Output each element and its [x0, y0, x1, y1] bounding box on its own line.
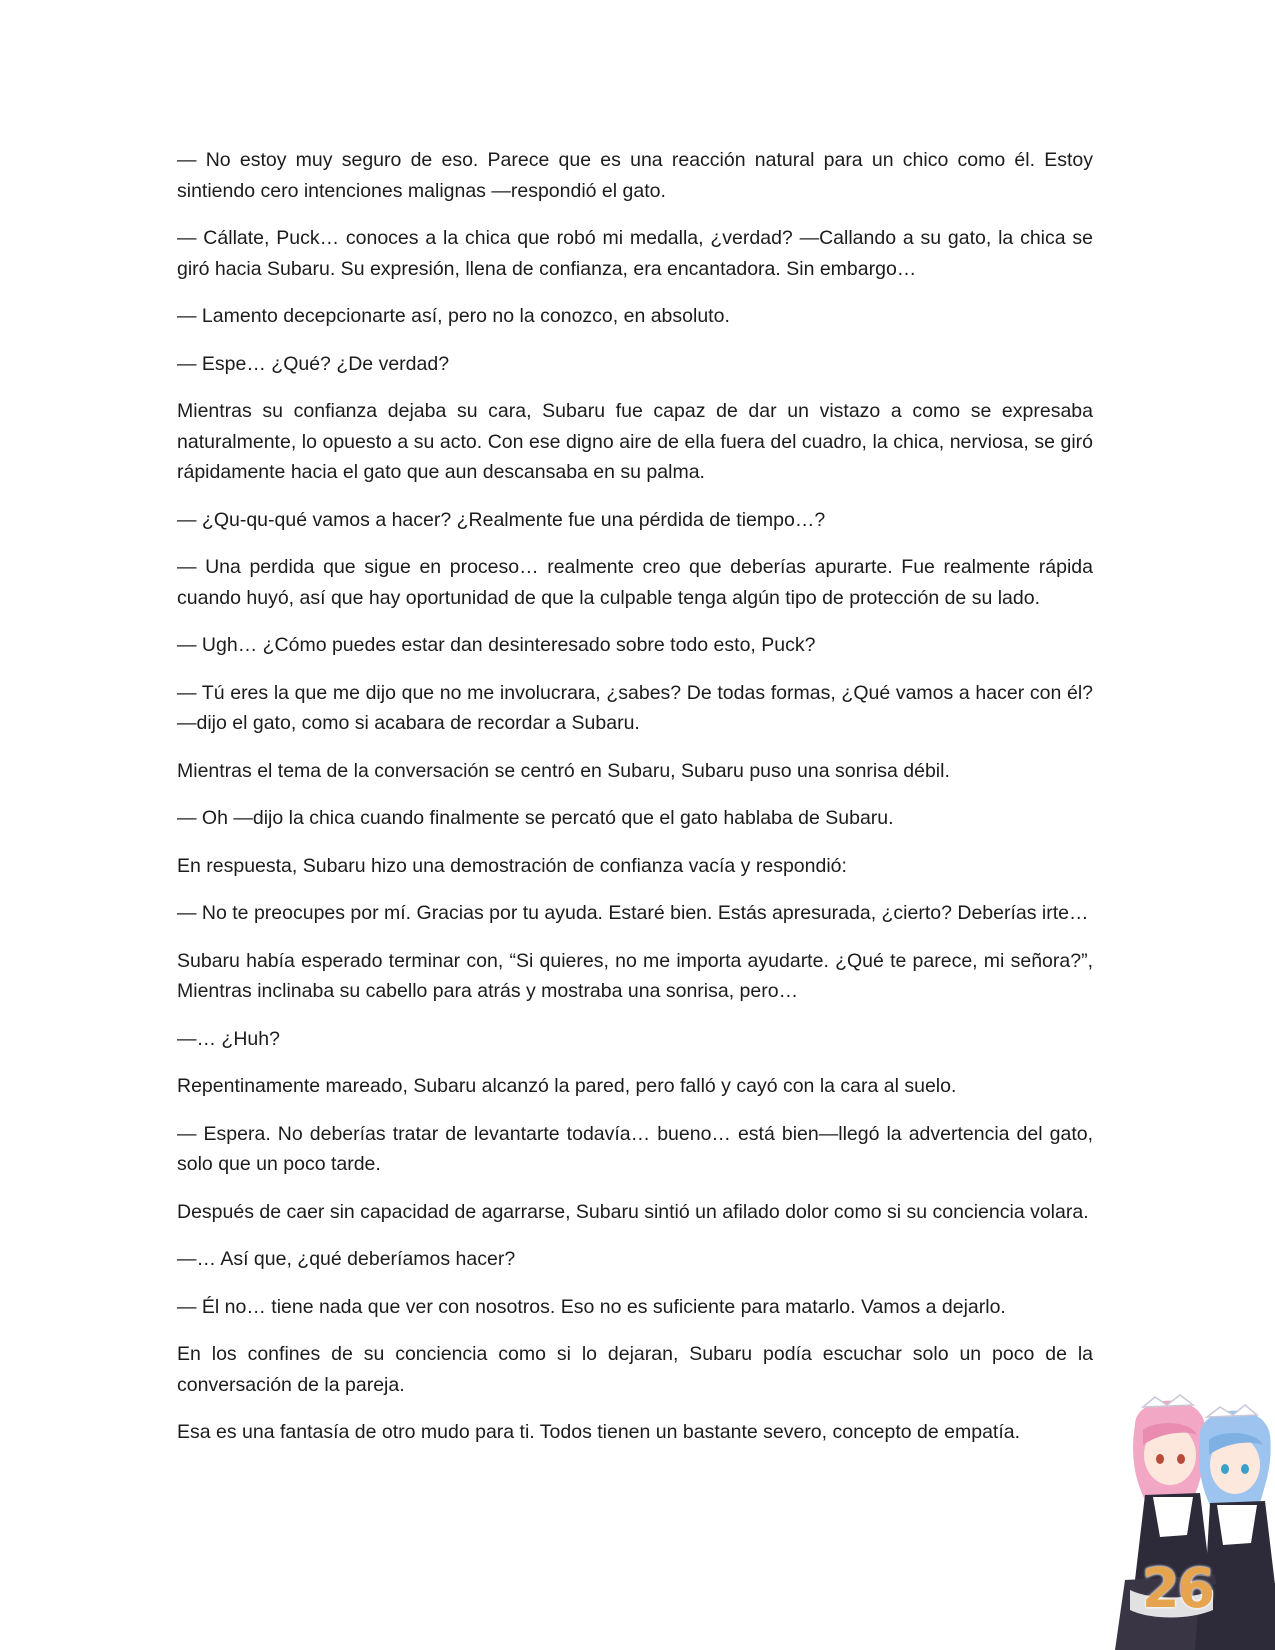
- paragraph: Repentinamente mareado, Subaru alcanzó la pared, pero falló y cayó con la cara al suelo.: [177, 1075, 957, 1097]
- paragraph: En los confines de su conciencia como si lo dejaran, Subaru podía escuchar solo un poco de la conversación de la pareja.: [177, 1343, 1093, 1396]
- paragraph: — Oh —dijo la chica cuando finalmente se percató que el gato hablaba de Subaru.: [177, 807, 894, 829]
- paragraph: — Lamento decepcionarte así, pero no la conozco, en absoluto.: [177, 305, 730, 327]
- paragraph: — No estoy muy seguro de eso. Parece que es una reacción natural para un chico como él. Estoy sintiendo cero intenciones malignas —respondió el gato.: [177, 149, 1093, 202]
- paragraph: — Espera. No deberías tratar de levantarte todavía… bueno… está bien—llegó la advertencia del gato, solo que un poco tarde.: [177, 1122, 1093, 1175]
- paragraph: — No te preocupes por mí. Gracias por tu ayuda. Estaré bien. Estás apresurada, ¿cierto? Deberías irte…: [177, 902, 1089, 924]
- page-number: 26: [1141, 1557, 1213, 1620]
- paragraph: — Ugh… ¿Cómo puedes estar dan desinteresado sobre todo esto, Puck?: [177, 634, 816, 656]
- paragraph: Después de caer sin capacidad de agarrarse, Subaru sintió un afilado dolor como si su conciencia volara.: [177, 1200, 1089, 1223]
- paragraph: —… ¿Huh?: [177, 1027, 280, 1050]
- pink-maid-figure: [1133, 1395, 1210, 1580]
- paragraph: Mientras su confianza dejaba su cara, Subaru fue capaz de dar un vistazo a como se expresaba naturalmente, lo opuesto a su acto. Con ese digno aire de ella fuera del cuadro, la chica, nerviosa, se giró rápidamente hacia el gato que aun descansaba en su palma.: [177, 400, 1093, 483]
- paragraph: — Una perdida que sigue en proceso… realmente creo que deberías apurarte. Fue realmente rápida cuando huyó, así que hay oportunidad de que la culpable tenga algún tipo de protección de su lado.: [177, 556, 1093, 609]
- paragraph: Subaru había esperado terminar con, “Si quieres, no me importa ayudarte. ¿Qué te parece, mi señora?”, Mientras inclinaba su cabello para atrás y mostraba una sonrisa, pero…: [177, 949, 1093, 1002]
- paragraph: Esa es una fantasía de otro mudo para ti. Todos tienen un bastante severo, concepto de empatía.: [177, 1421, 1021, 1443]
- paragraph: — Tú eres la que me dijo que no me involucrara, ¿sabes? De todas formas, ¿Qué vamos a hacer con él? —dijo el gato, como si acabara de recordar a Subaru.: [177, 681, 1093, 734]
- paragraph: Mientras el tema de la conversación se centró en Subaru, Subaru puso una sonrisa débil.: [177, 759, 950, 782]
- paragraph: — Cállate, Puck… conoces a la chica que robó mi medalla, ¿verdad? —Callando a su gato, la chica se giró hacia Subaru. Su expresión, llena de confianza, era encantadora. Sin embargo…: [177, 227, 1093, 280]
- body-text: [177, 145, 1093, 1465]
- paragraph: —… Así que, ¿qué deberíamos hacer?: [177, 1248, 516, 1270]
- paragraph: — Él no… tiene nada que ver con nosotros. Eso no es suficiente para matarlo. Vamos a dejarlo.: [177, 1295, 1006, 1318]
- paragraph: — Espe… ¿Qué? ¿De verdad?: [177, 352, 450, 375]
- paragraph: — ¿Qu-qu-qué vamos a hacer? ¿Realmente fue una pérdida de tiempo…?: [177, 508, 826, 531]
- paragraph: En respuesta, Subaru hizo una demostración de confianza vacía y respondió:: [177, 854, 847, 877]
